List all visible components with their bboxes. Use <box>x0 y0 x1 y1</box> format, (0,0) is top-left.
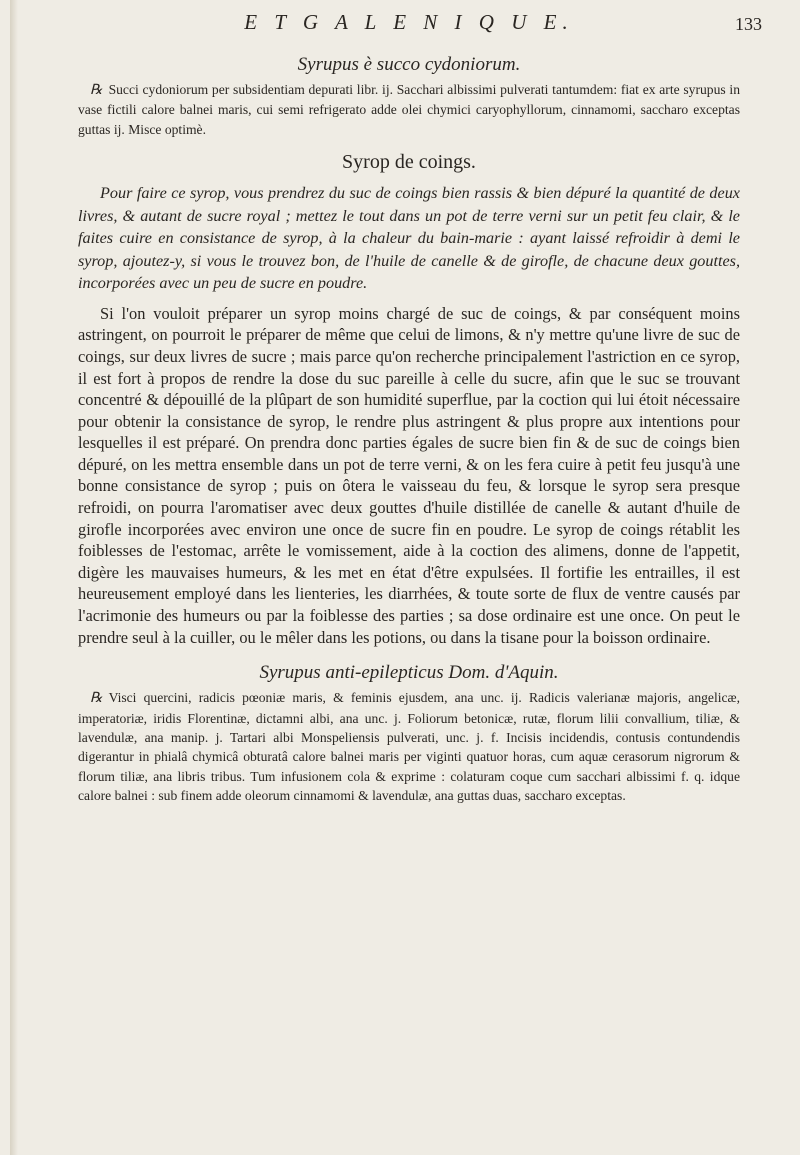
section1-french-recipe: Pour faire ce syrop, vous prendrez du suc de coings bien rassis & bien dépuré la quantité de deux livres, & autant de sucre royal ; mettez le tout dans un pot de terre verni sur un petit feu clair, & le faites cuire en consistance de syrop, à la chaleur du bain-marie : ayant laissé refroidir à demi le syrop, ajoutez-y, si vous le trouvez bon, de l'huile de canelle & de girofle, de chacune deux gouttes, incorporées avec un peu de sucre en poudre. <box>78 184 740 293</box>
section2-recipe-text: Visci quercini, radicis pœoniæ maris, & feminis ejusdem, ana unc. ij. Radicis valerianæ majoris, angelicæ, imperatoriæ, iridis Florentinæ, dictamni albi, ana unc. j. Foliorum betonicæ, rutæ, florum lilii convallium, tiliæ, & lavendulæ, ana manip. j. Tartari albi Monspeliensis pulverati, unc. j. f. Incisis incidendis, contusis contundendis digerantur in phialâ chymicâ obturatâ calore balnei maris per viginti quatuor horas, cum aquæ cerasorum nigrorum & florum tiliæ, ana libris tribus. Tum infusionem cola & exprime : colaturam coque cum sacchari albissimi f. q. idque calore balnei : sub finem adde oleorum cinnamomi & lavendulæ, ana guttas duas, saccharo exceptas. <box>78 690 740 804</box>
section1-recipe <box>78 80 740 139</box>
section1-recipe-text: Succi cydoniorum per subsidentiam depurati libr. ij. Sacchari albissimi pulverati tantumdem: fiat ex arte syrupus in vase fictili calore balnei maris, cui semi refrigerato adde olei chymici caryophyllorum, cinnamomi, saccharo exceptas guttas ij. Misce optimè. <box>78 82 740 137</box>
gutter-shadow <box>10 0 18 1155</box>
recipe-symbol-icon: ℞ <box>90 82 103 98</box>
section2-title: Syrupus anti-epilepticus Dom. d'Aquin. <box>259 662 559 684</box>
section2-recipe <box>78 688 740 805</box>
recipe-symbol-icon: ℞ <box>90 690 103 707</box>
section1-french-title: Syrop de coings. <box>342 151 476 174</box>
section1-title: Syrupus è succo cydoniorum. <box>297 54 521 75</box>
running-head: E T G A L E N I Q U E. <box>244 10 574 34</box>
page-number: 133 <box>735 14 762 34</box>
page-header <box>78 0 762 46</box>
section1-commentary: Si l'on vouloit préparer un syrop moins chargé de suc de coings, & par conséquent moins astringent, on pourroit le préparer de même que celui de limons, & n'y mettre qu'une livre de suc de coings, sur deux livres de sucre ; mais parce qu'on recherche principalement l'astriction en ce syrop, il est fort à propos de rendre la dose du suc pareille à celle du sucre, afin que le suc se trouvant concentré & dépouillé de la plûpart de son humidité superflue, par la coction qui lui étoit nécessaire pour obtenir la consistance de syrop, le rendre plus astringent & plus propre aux intentions pour lesquelles il est préparé. On prendra donc parties égales de sucre bien fin & de suc de coings bien dépuré, on les mettra ensemble dans un pot de terre verni, & on les fera cuire à petit feu jusqu'à une bonne consistance de syrop ; puis on ôtera le vaisseau du feu, & lorsque le syrop sera presque refroidi, on pourra l'aromatiser avec deux gouttes d'huile distillée de canelle & autant d'huile de girofle incorporées avec environ une once de sucre fin en poudre. Le syrop de coings rétablit les foiblesses de l'estomac, arrête le vomissement, aide à la coction des alimens, donne de l'appetit, digère les mauvaises humeurs, & les met en état d'être expulsées. Il fortifie les entrailles, il est heureusement employé dans les lienteries, les diarrhées, & toute sorte de flux de ventre causés par l'acrimonie des humeurs ou par la foiblesse des parties ; sa dose ordinaire est une once. On peut le prendre seul à la cuiller, ou le mêler dans les potions, ou dans la tisane pour la boisson ordinaire. <box>78 303 740 647</box>
